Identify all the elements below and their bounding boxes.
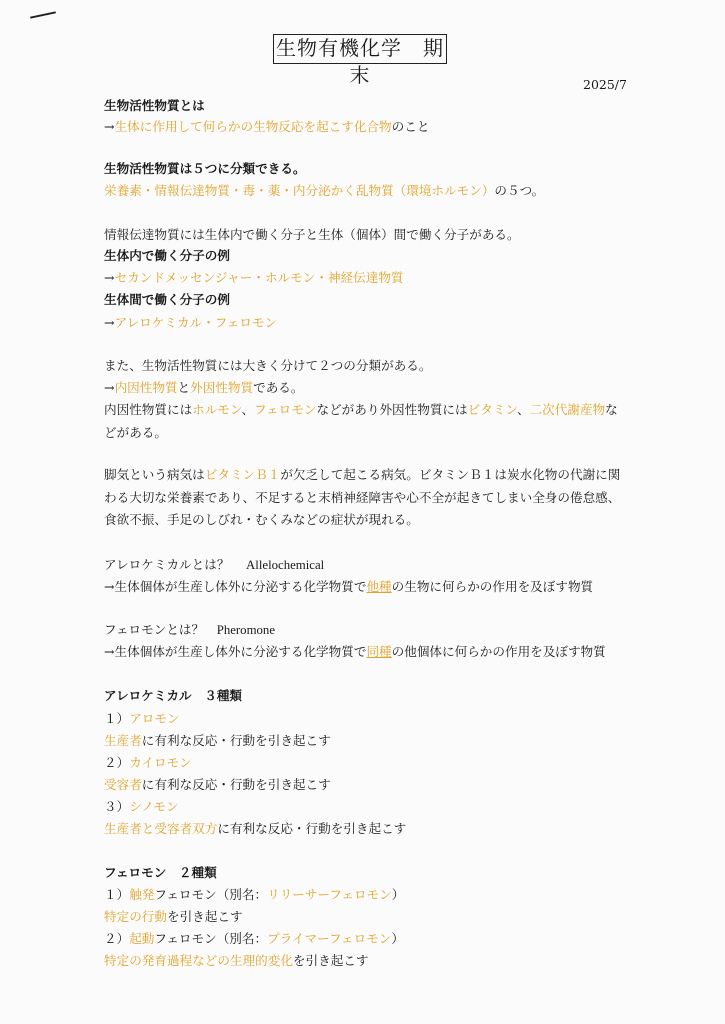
highlighted-term: 起動: [129, 931, 155, 946]
text-line: [104, 953, 368, 969]
text-segment: →生体個体が生産し体外に分泌する化学物質で: [104, 579, 367, 594]
text-segment: １）: [104, 887, 130, 902]
text-segment: ２）: [104, 755, 130, 770]
text-segment: Allelochemical: [246, 558, 325, 572]
text-segment: フェロモン ２種類: [104, 865, 217, 880]
text-segment: どがある。: [104, 425, 167, 440]
text-line: [104, 579, 593, 595]
text-segment: 脚気という病気は: [104, 467, 205, 482]
text-segment: →: [104, 119, 115, 134]
highlighted-term: カイロモン: [129, 755, 192, 770]
text-line: [104, 909, 243, 925]
text-line: [104, 777, 331, 793]
text-segment: ２）: [104, 931, 130, 946]
text-segment: 生物活性物質とは: [104, 98, 205, 113]
text-segment: 、: [516, 402, 530, 417]
text-segment: に有利な反応・行動を引き起こす: [217, 821, 407, 836]
text-segment: また、生物活性物質には大きく分けて２つの分類がある。: [104, 358, 432, 373]
text-segment: わる大切な栄養素であり、不足すると末梢神経障害や心不全が起きてしまい全身の倦怠感、: [104, 490, 621, 505]
text-line: [104, 292, 230, 308]
text-line: [104, 161, 306, 177]
text-segment: 食欲不振、手足のしびれ・むくみなどの症状が現れる。: [104, 512, 419, 527]
text-segment: →: [104, 270, 115, 285]
highlighted-term: 受容者: [104, 777, 142, 792]
text-segment: →: [104, 315, 115, 330]
text-line: [104, 688, 242, 704]
text-segment: を引き起こす: [292, 953, 369, 968]
text-segment: 生体内で働く分子の例: [104, 248, 230, 263]
text-segment: の他個体に何らかの作用を及ぼす物質: [391, 644, 606, 659]
text-line: [104, 887, 404, 903]
highlighted-term: 二次代謝産物: [529, 402, 606, 417]
text-segment: を引き起こす: [166, 909, 243, 924]
text-segment: ）: [391, 931, 404, 946]
text-line: [104, 931, 404, 947]
text-segment: である。: [253, 380, 304, 395]
text-line: [104, 865, 217, 881]
text-segment: な: [605, 402, 618, 417]
text-segment: などがあり外因性物質には: [316, 402, 468, 417]
text-line: [104, 183, 544, 199]
text-segment: の生物に何らかの作用を及ぼす物質: [391, 579, 594, 594]
text-segment: フェロモン（別名：: [154, 887, 268, 902]
highlighted-term: 内因性物質: [114, 380, 178, 395]
highlighted-term: 特定の発育過程などの生理的変化: [104, 953, 293, 968]
highlighted-term: アロモン: [129, 711, 180, 726]
text-line: [104, 733, 331, 749]
highlighted-term: 生産者と受容者双方: [104, 821, 218, 836]
text-line: [104, 119, 429, 135]
text-segment: が欠乏して起こる病気。ビタミンＢ１は炭水化物の代謝に関: [280, 467, 621, 482]
highlighted-term: リリーサーフェロモン: [267, 887, 392, 902]
text-line: [104, 227, 520, 243]
highlighted-term: 触発: [129, 887, 155, 902]
highlighted-term: 生産者: [104, 733, 142, 748]
text-line: [104, 358, 431, 374]
text-line: [104, 490, 620, 506]
text-line: [104, 755, 192, 771]
highlighted-term: 同種: [366, 644, 392, 659]
document-date: 2025/7: [583, 77, 627, 92]
text-line: [104, 98, 205, 114]
document-title: 生物有機化学 期末: [273, 34, 447, 64]
text-segment: 、: [241, 402, 255, 417]
text-line: [104, 315, 277, 331]
highlighted-term: 特定の行動: [104, 909, 167, 924]
text-segment: １）: [104, 711, 130, 726]
text-line: [104, 270, 404, 286]
highlighted-term: ビタミンＢ１: [204, 467, 281, 482]
text-segment: Pheromone: [216, 623, 276, 637]
text-segment: 情報伝達物質には生体内で働く分子と生体（個体）間で働く分子がある。: [104, 227, 520, 242]
text-segment: ３）: [104, 799, 130, 814]
pen-mark: [30, 11, 56, 18]
highlighted-term: 他種: [366, 579, 392, 594]
text-line: [104, 248, 230, 264]
text-line: [104, 380, 303, 396]
text-line: [104, 425, 167, 441]
highlighted-term: 栄養素・情報伝達物質・毒・薬・内分泌かく乱物質（環境ホルモン）: [104, 183, 495, 198]
text-segment: に有利な反応・行動を引き起こす: [141, 733, 331, 748]
text-segment: 内因性物質には: [104, 402, 193, 417]
text-line: [104, 799, 179, 815]
highlighted-term: 外因性物質: [190, 380, 254, 395]
text-line: [104, 622, 275, 638]
text-line: [104, 711, 180, 727]
text-segment: アレロケミカル ３種類: [104, 688, 243, 703]
text-segment: →生体個体が生産し体外に分泌する化学物質で: [104, 644, 367, 659]
text-segment: フェロモン（別名：: [154, 931, 268, 946]
text-segment: と: [177, 380, 191, 395]
highlighted-term: ビタミン: [467, 402, 517, 417]
text-segment: ）: [391, 887, 405, 902]
text-line: [104, 821, 406, 837]
highlighted-term: フェロモン: [254, 402, 317, 417]
text-segment: アレロケミカルとは？: [104, 557, 247, 572]
highlighted-term: シノモン: [129, 799, 179, 814]
highlighted-term: 生体に作用して何らかの生物反応を起こす化合物: [114, 119, 392, 134]
text-segment: フェロモンとは？: [104, 622, 217, 637]
highlighted-term: アレロケミカル・フェロモン: [114, 315, 278, 330]
highlighted-term: セカンドメッセンジャー・ホルモン・神経伝達物質: [114, 270, 404, 285]
text-line: [104, 557, 324, 573]
text-segment: の５つ。: [494, 183, 545, 198]
text-segment: 生物活性物質は５つに分類できる。: [104, 161, 306, 176]
text-segment: →: [104, 380, 115, 395]
text-line: [104, 402, 618, 418]
text-segment: のこと: [391, 119, 430, 134]
text-segment: 生体間で働く分子の例: [104, 292, 230, 307]
text-segment: に有利な反応・行動を引き起こす: [141, 777, 331, 792]
text-line: [104, 512, 419, 528]
text-line: [104, 644, 606, 660]
highlighted-term: プライマーフェロモン: [267, 931, 392, 946]
text-line: [104, 467, 620, 483]
highlighted-term: ホルモン: [192, 402, 242, 417]
